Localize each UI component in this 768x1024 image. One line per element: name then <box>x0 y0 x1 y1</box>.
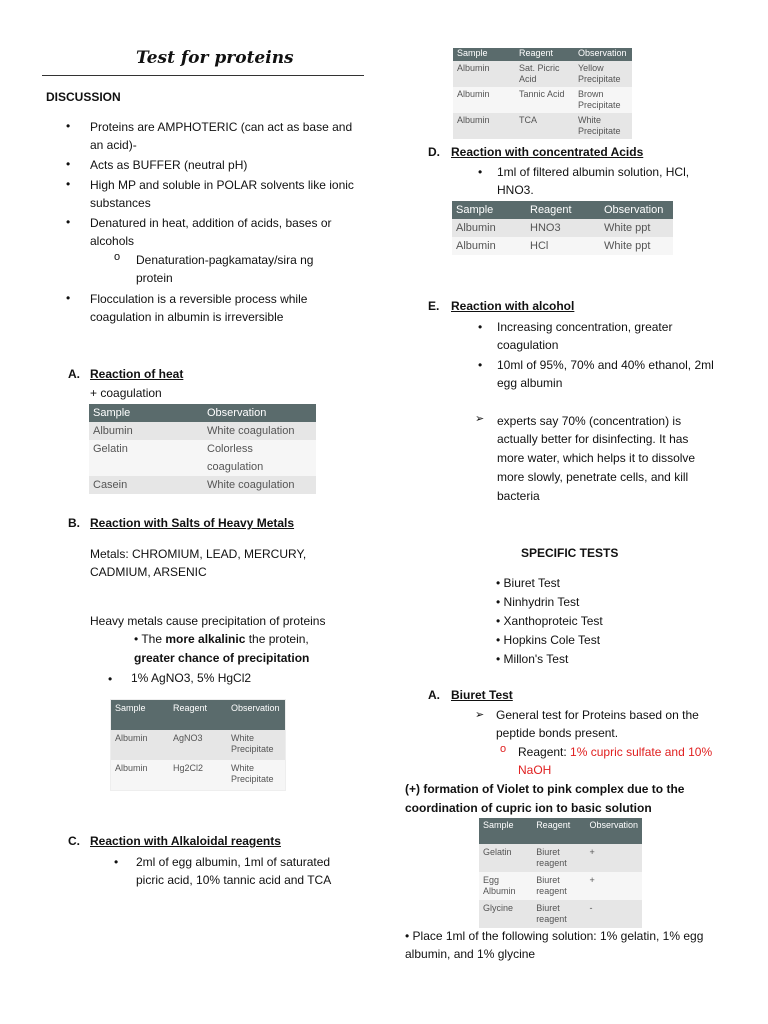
table-row <box>89 476 316 494</box>
list-item: • Millon's Test <box>496 652 569 666</box>
arrow-bullet-icon: ➢ <box>475 413 485 425</box>
list-item: 1ml of filtered albumin solution, HCl, <box>497 165 690 179</box>
sub-bullet-icon: o <box>114 251 121 263</box>
list-item: Acts as BUFFER (neutral pH) <box>90 158 248 172</box>
table-header-row <box>89 404 316 422</box>
table-cell: White ppt <box>604 222 651 234</box>
table-cell: Colorless coagulation <box>207 443 264 473</box>
section-heading: Reaction with Alkaloidal reagents <box>90 834 281 848</box>
arrow-bullet-icon: ➢ <box>475 709 485 721</box>
discussion-heading: DISCUSSION <box>46 90 121 104</box>
specific-tests-heading: SPECIFIC TESTS <box>521 546 619 560</box>
table-cell: White coagulation <box>207 425 295 437</box>
list-item: High MP and soluble in POLAR solvents like ionic <box>90 178 354 192</box>
list-item: Denatured in heat, addition of acids, bases or <box>90 216 332 230</box>
section-letter: E. <box>428 299 440 313</box>
table-row <box>453 113 632 139</box>
biuret-table <box>479 818 642 928</box>
list-item: picric acid, 10% tannic acid and TCA <box>136 873 332 887</box>
table-row <box>111 760 285 790</box>
table-cell: Egg Albumin <box>483 875 516 896</box>
positive-result-text: (+) formation of Violet to pink complex due to the <box>405 782 685 796</box>
list-item: bacteria <box>497 489 540 503</box>
sub-bullet-icon: o <box>500 743 507 755</box>
table-header-cell: Observation <box>578 48 627 58</box>
section-letter: A. <box>428 688 440 702</box>
table-cell: White ppt <box>604 240 651 252</box>
bullet-icon: • <box>66 119 71 133</box>
table-cell: Biuret reagent <box>536 903 567 924</box>
list-item: Increasing concentration, greater <box>497 320 673 334</box>
metals-text: Metals: CHROMIUM, LEAD, MERCURY, <box>90 547 307 561</box>
list-item: • Xanthoproteic Test <box>496 614 603 628</box>
section-note: + coagulation <box>90 386 162 400</box>
table-header-cell: Sample <box>93 407 131 419</box>
table-header-cell: Observation <box>231 703 280 713</box>
table-header-row <box>452 201 673 219</box>
alkaloidal-table <box>453 48 632 139</box>
table-cell: Albumin <box>456 240 496 252</box>
section-heading: Reaction of heat <box>90 367 184 381</box>
table-cell: Albumin <box>115 763 148 773</box>
table-row <box>452 219 673 237</box>
table-row <box>452 237 673 255</box>
reagents-text: 1% AgNO3, 5% HgCl2 <box>131 671 252 685</box>
bullet-icon: • <box>66 177 71 191</box>
table-cell: Casein <box>93 479 128 491</box>
list-item: 2ml of egg albumin, 1ml of saturated <box>136 855 331 869</box>
table-cell: - <box>589 903 593 913</box>
table-cell: Albumin <box>457 115 490 125</box>
list-item: • Hopkins Cole Test <box>496 633 601 647</box>
table-cell: Yellow Precipitate <box>578 63 621 84</box>
list-item: Proteins are AMPHOTERIC (can act as base and <box>90 120 353 134</box>
table-header-row <box>453 48 632 61</box>
positive-result-text: coordination of cupric ion to basic solution <box>405 801 652 815</box>
table-cell: Tannic Acid <box>519 89 565 99</box>
table-header-cell: Reagent <box>536 820 571 830</box>
section-letter: B. <box>68 516 80 530</box>
section-letter: C. <box>68 834 80 848</box>
list-item: more slowly, penetrate cells, and kill <box>497 470 689 484</box>
table-cell: Hg2Cl2 <box>173 763 204 773</box>
table-header-cell: Sample <box>483 820 514 830</box>
list-item: more water, which helps it to dissolve <box>497 451 696 465</box>
list-item: Denaturation-pagkamatay/sira ng <box>136 253 314 267</box>
reagent-label: Reagent: <box>518 745 571 759</box>
list-item: an acid)- <box>90 138 137 152</box>
bullet-icon: • <box>66 157 71 171</box>
table-cell: Albumin <box>115 733 148 743</box>
table-header-cell: Sample <box>457 48 488 58</box>
table-header-row <box>111 700 285 730</box>
heavy-metals-text: Heavy metals cause precipitation of proteins <box>90 614 326 628</box>
alkalinic-text <box>134 630 309 649</box>
list-item: coagulation <box>497 338 559 352</box>
alkalinic-bold: more alkalinic <box>165 632 246 646</box>
table-row <box>89 422 316 440</box>
reagent-value-cont: NaOH <box>518 763 552 777</box>
page-title: Test for proteins <box>136 48 294 68</box>
table-header-cell: Sample <box>456 204 494 216</box>
table-cell: HNO3 <box>530 222 561 234</box>
section-letter: A. <box>68 367 80 381</box>
list-item: HNO3. <box>497 183 534 197</box>
list-item: egg albumin <box>497 376 563 390</box>
heat-table <box>89 404 316 494</box>
table-row <box>479 872 642 900</box>
section-heading: Reaction with alcohol <box>451 299 575 313</box>
list-item: alcohols <box>90 234 135 248</box>
table-cell: AgNO3 <box>173 733 203 743</box>
list-item: protein <box>136 271 173 285</box>
list-item: General test for Proteins based on the <box>496 708 699 722</box>
table-cell: Albumin <box>456 222 496 234</box>
bullet-icon: • <box>108 672 113 686</box>
title-underline <box>42 75 364 76</box>
table-row <box>479 844 642 872</box>
table-cell: HCl <box>530 240 549 252</box>
table-cell: Sat. Picric Acid <box>519 63 560 84</box>
reagent-text <box>518 743 712 762</box>
acids-table <box>452 201 673 255</box>
table-cell: White Precipitate <box>578 115 621 136</box>
table-cell: TCA <box>519 115 537 125</box>
precipitation-text: greater chance of precipitation <box>134 651 310 665</box>
table-cell: Biuret reagent <box>536 847 567 868</box>
bullet-icon: • <box>478 165 483 179</box>
table-row <box>453 61 632 87</box>
table-cell: White Precipitate <box>231 763 274 784</box>
table-cell: White coagulation <box>207 479 295 491</box>
table-header-cell: Observation <box>604 204 664 216</box>
table-cell: Gelatin <box>93 443 128 455</box>
section-heading: Biuret Test <box>451 688 513 702</box>
list-item: • Ninhydrin Test <box>496 595 580 609</box>
table-cell: White Precipitate <box>231 733 274 754</box>
table-row <box>111 730 285 760</box>
table-header-cell: Sample <box>115 703 146 713</box>
table-header-cell: Observation <box>207 407 267 419</box>
list-item: peptide bonds present. <box>496 726 619 740</box>
table-cell: + <box>589 847 595 857</box>
bullet-icon: • <box>66 215 71 229</box>
table-cell: Brown Precipitate <box>578 89 621 110</box>
table-cell: Glycine <box>483 903 514 913</box>
procedure-text: • Place 1ml of the following solution: 1% gelatin, 1% egg <box>405 929 704 943</box>
list-item: • Biuret Test <box>496 576 561 590</box>
alkalinic-pre: • The <box>134 632 166 646</box>
section-heading: Reaction with concentrated Acids <box>451 145 644 159</box>
list-item: experts say 70% (concentration) is <box>497 414 682 428</box>
list-item: actually better for disinfecting. It has <box>497 432 689 446</box>
bullet-icon: • <box>114 855 119 869</box>
table-row <box>89 440 316 476</box>
table-row <box>453 87 632 113</box>
table-header-cell: Reagent <box>530 204 572 216</box>
bullet-icon: • <box>66 291 71 305</box>
table-cell: Gelatin <box>483 847 512 857</box>
table-cell: Biuret reagent <box>536 875 567 896</box>
reagent-value: 1% cupric sulfate and 10% <box>570 745 713 759</box>
procedure-text: albumin, and 1% glycine <box>405 947 536 961</box>
section-letter: D. <box>428 145 440 159</box>
table-row <box>479 900 642 928</box>
heavy-metals-table <box>111 700 285 790</box>
table-header-cell: Reagent <box>173 703 208 713</box>
table-cell: Albumin <box>457 63 490 73</box>
list-item: substances <box>90 196 151 210</box>
list-item: Flocculation is a reversible process while <box>90 292 308 306</box>
metals-text: CADMIUM, ARSENIC <box>90 565 207 579</box>
list-item: coagulation in albumin is irreversible <box>90 310 284 324</box>
table-cell: + <box>589 875 595 885</box>
table-header-cell: Reagent <box>519 48 554 58</box>
table-cell: Albumin <box>93 425 133 437</box>
table-cell: Albumin <box>457 89 490 99</box>
bullet-icon: • <box>478 320 483 334</box>
bullet-icon: • <box>478 358 483 372</box>
alkalinic-post: the protein, <box>245 632 309 646</box>
section-heading: Reaction with Salts of Heavy Metals <box>90 516 295 530</box>
table-header-cell: Observation <box>589 820 638 830</box>
list-item: 10ml of 95%, 70% and 40% ethanol, 2ml <box>497 358 714 372</box>
table-header-row <box>479 818 642 844</box>
